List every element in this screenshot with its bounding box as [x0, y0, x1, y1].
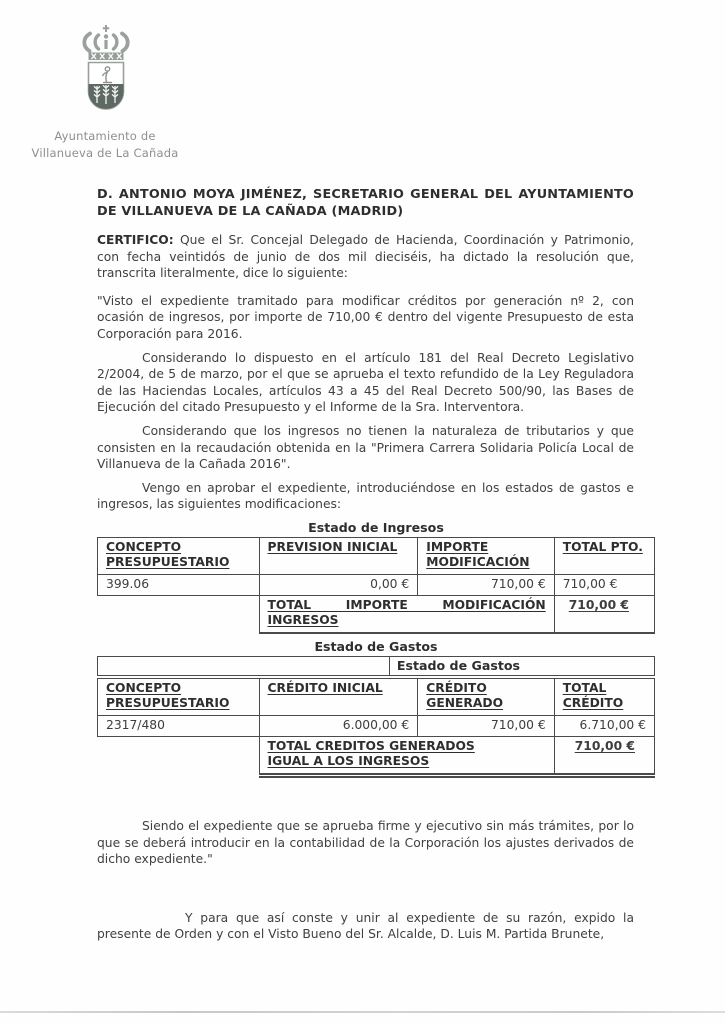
ingresos-cell-prevision: 0,00 € [259, 574, 418, 595]
gastos-inner-header-label: Estado de Gastos [396, 658, 520, 674]
gastos-empty-cell [98, 736, 260, 775]
ingresos-cell-importe: 710,00 € [418, 574, 554, 595]
ingresos-cell-concepto: 399.06 [98, 574, 260, 595]
ingresos-header-row [98, 537, 655, 574]
ingresos-cell-total: 710,00 € [554, 574, 654, 595]
paragraph-considerando-2: Considerando que los ingresos no tienen la naturaleza de tributarios y que consisten en la recaudación obtenida en la "Primera Carrera Solidaria Policía Local de Villanueva de la Cañada 2016". [97, 423, 634, 472]
org-name-line1: Ayuntamiento de [54, 129, 156, 143]
gastos-header-row [98, 678, 655, 715]
paragraph-considerando-1: Considerando lo dispuesto en el artículo 181 del Real Decreto Legislativo 2/2004, de 5 de marzo, por el que se aprueba el texto refundido de la Ley Reguladora de las Haciendas Locales, artículos 43 a 45 del Real Decreto 500/90, las Bases de Ejecución del citado Presupuesto y el Informe de la Sra. Interventora. [97, 350, 634, 415]
gastos-cell-generado: 710,00 € [418, 715, 554, 736]
ingresos-empty-cell [98, 595, 260, 633]
scan-edge-line [0, 1011, 725, 1013]
paragraph-visto: "Visto el expediente tramitado para modificar créditos por generación nº 2, con ocasión de ingresos, por importe de 710,00 € dentro del vigente Presupuesto de esta Corporación para 2016. [97, 293, 634, 341]
document-content [97, 187, 655, 943]
ingresos-data-row [98, 574, 655, 595]
ingresos-col-concepto: CONCEPTO PRESUPUESTARIO [98, 537, 260, 574]
ingresos-col-importe: IMPORTE MODIFICACIÓN [418, 537, 554, 574]
org-name-line2: Villanueva de La Cañada [31, 146, 179, 160]
paragraph-siendo: Siendo el expediente que se aprueba firme y ejecutivo sin más trámites, por lo que se deberá introducir en la contabilidad de la Corporación los ajustes derivados de dicho expediente." [97, 818, 634, 867]
gastos-total-row [98, 736, 655, 775]
paragraph-cierre: Y para que así conste y unir al expediente de su razón, expido la presente de Orden y con el Visto Bueno del Sr. Alcalde, D. Luis M. Partida Brunete, [97, 910, 634, 942]
paragraph-certifico [97, 232, 634, 282]
municipal-logo [31, 24, 253, 160]
gastos-table [97, 678, 655, 778]
document-title: D. ANTONIO MOYA JIMÉNEZ, SECRETARIO GENERAL DEL AYUNTAMIENTO DE VILLANUEVA DE LA CAÑADA (MADRID) [97, 187, 634, 219]
ingresos-total-label: TOTAL IMPORTE MODIFICACIÓN INGRESOS [259, 595, 554, 633]
org-name [15, 128, 195, 162]
gastos-total-label: TOTAL CREDITOS GENERADOS IGUAL A LOS INGRESOS [259, 736, 554, 775]
gastos-inner-header-row [97, 656, 655, 676]
gastos-col-generado: CRÉDITO GENERADO [418, 678, 554, 715]
ingresos-total-row [98, 595, 655, 633]
gastos-col-inicial: CRÉDITO INICIAL [259, 678, 418, 715]
paragraph-vengo: Vengo en aprobar el expediente, introduciéndose en los estados de gastos e ingresos, las siguientes modificaciones: [97, 480, 634, 512]
gastos-total-value: 710,00 € [554, 736, 654, 775]
ingresos-table [97, 537, 655, 634]
certifico-body: Que el Sr. Concejal Delegado de Hacienda, Coordinación y Patrimonio, con fecha veintidós de junio de dos mil dieciséis, ha dictado la resolución que, transcrita literalmente, dice lo siguiente: [97, 233, 634, 281]
gastos-cell-total: 6.710,00 € [554, 715, 654, 736]
gastos-cell-inicial: 6.000,00 € [259, 715, 418, 736]
coat-of-arms-icon [73, 24, 139, 126]
gastos-col-concepto: CONCEPTO PRESUPUESTARIO [98, 678, 260, 715]
ingresos-col-total: TOTAL PTO. [554, 537, 654, 574]
gastos-col-total: TOTAL CRÉDITO [554, 678, 654, 715]
ingresos-col-prevision: PREVISION INICIAL [259, 537, 418, 574]
ingresos-table-title: Estado de Ingresos [308, 519, 444, 535]
gastos-inner-header-empty-cell [98, 657, 390, 675]
gastos-cell-concepto: 2317/480 [98, 715, 260, 736]
gastos-table-title: Estado de Gastos [314, 638, 438, 654]
certifico-lead: CERTIFICO: [97, 233, 174, 247]
ingresos-total-value: 710,00 € [554, 595, 654, 633]
gastos-data-row [98, 715, 655, 736]
